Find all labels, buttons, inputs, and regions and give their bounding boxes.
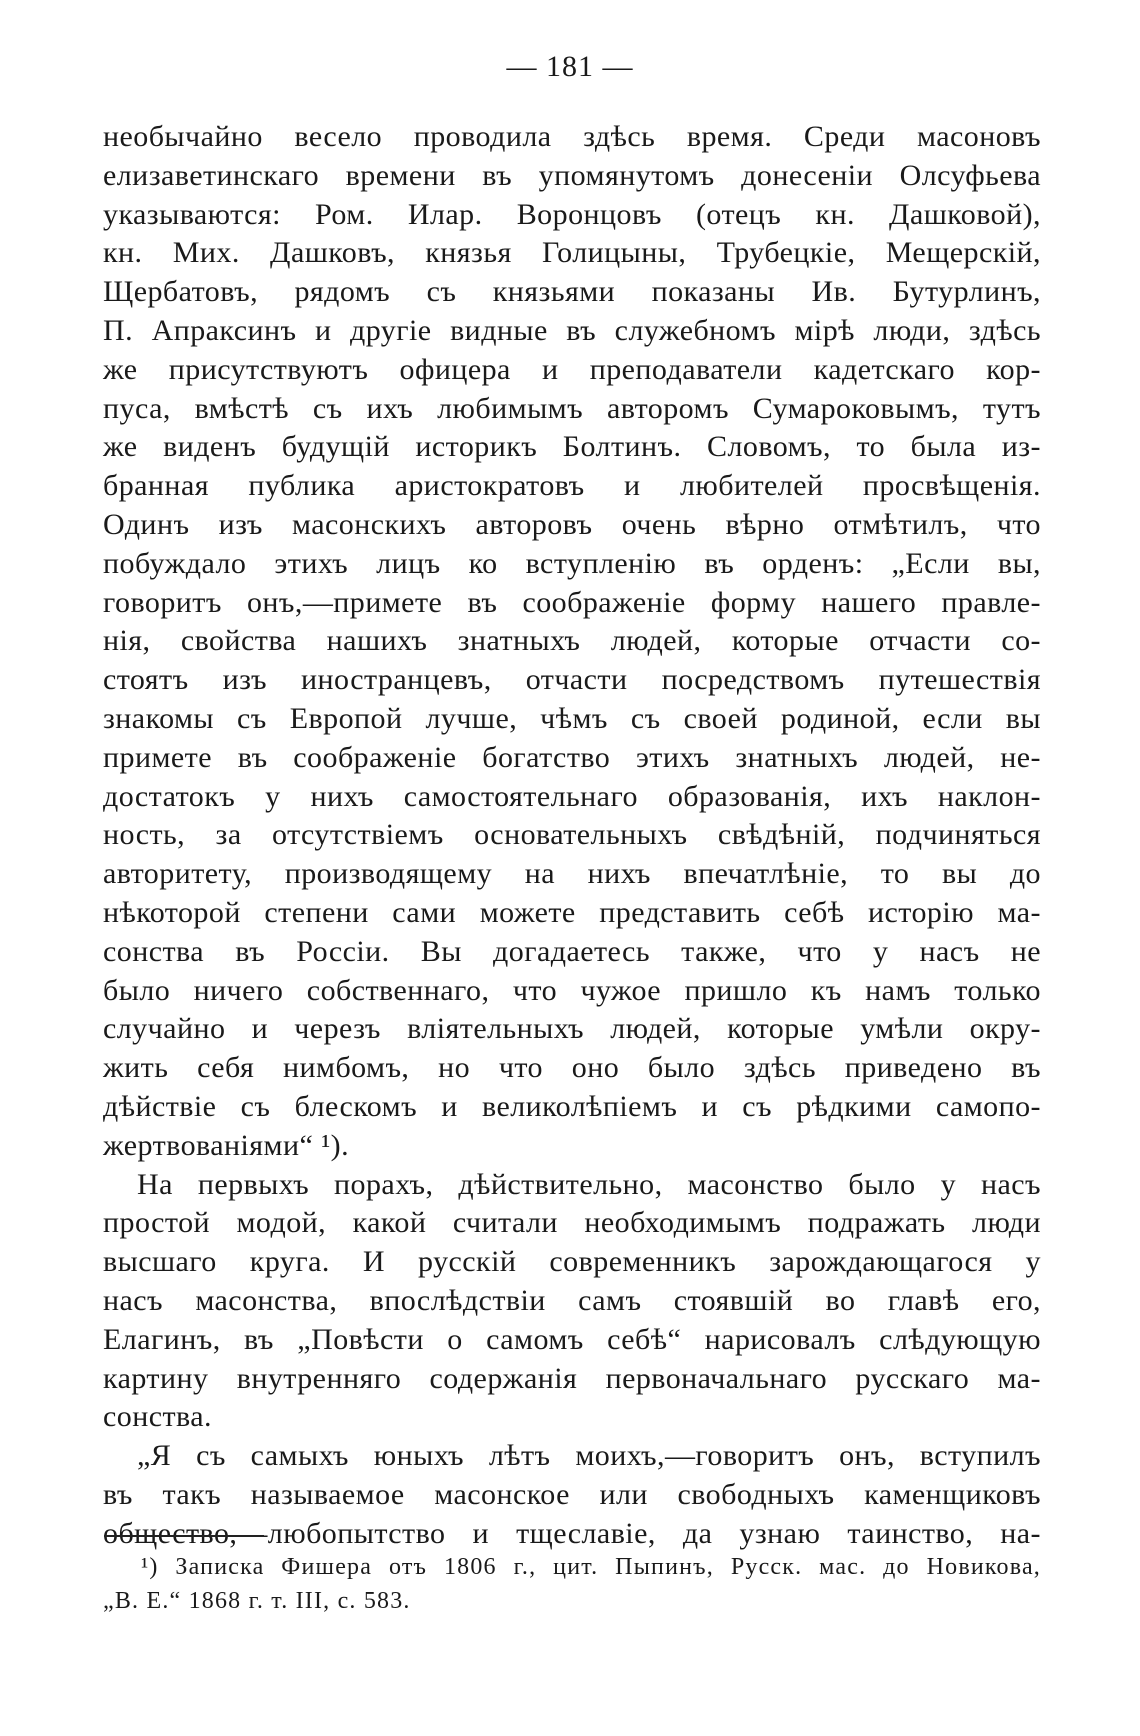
footnote-line: „В. Е.“ 1868 г. т. III, с. 583. [103, 1588, 411, 1614]
text-line: Щербатовъ, рядомъ съ князьями показаны Ив. Бутурлинъ, [103, 275, 1041, 309]
text-line: сонства въ Россіи. Вы догадаетесь также, что у насъ не [103, 934, 1041, 968]
text-line: сонства. [103, 1400, 212, 1434]
footnote-divider [104, 1535, 264, 1537]
text-line: необычайно весело проводила здѣсь время. Среди масоновъ [103, 120, 1041, 153]
text-line: картину внутренняго содержанія первоначальнаго русскаго ма- [103, 1361, 1041, 1395]
text-line: побуждало этихъ лицъ ко вступленію въ орденъ: „Если вы, [103, 546, 1041, 580]
text-line: стоятъ изъ иностранцевъ, отчасти посредствомъ путешествія [103, 663, 1041, 697]
text-line: ность, за отсутствіемъ основательныхъ свѣдѣній, подчиняться [103, 818, 1041, 852]
text-line: авторитету, производящему на нихъ впечатлѣніе, то вы до [103, 857, 1041, 891]
text-line: же виденъ будущій историкъ Болтинъ. Словомъ, то была из- [103, 430, 1041, 464]
text-line: примете въ соображеніе богатство этихъ знатныхъ людей, не- [103, 740, 1041, 774]
text-line: высшаго круга. И русскій современникъ зарождающагося у [103, 1245, 1041, 1279]
text-line: дѣйствіе съ блескомъ и великолѣпіемъ и съ рѣдкими самопо- [103, 1089, 1041, 1123]
text-line: достатокъ у нихъ самостоятельнаго образованія, ихъ наклон- [103, 779, 1041, 813]
text-line: было ничего собственнаго, что чужое пришло къ намъ только [103, 973, 1041, 1007]
footnote-line: ¹) Записка Фишера отъ 1806 г., цит. Пыпинъ, Русск. мас. до Новикова, [141, 1554, 1041, 1580]
text-line: На первыхъ порахъ, дѣйствительно, масонство было у насъ [137, 1167, 1041, 1201]
text-line: жертвованіями“ ¹). [103, 1128, 350, 1162]
body-text [103, 118, 1041, 1553]
text-line: елизаветинскаго времени въ упомянутомъ донесеніи Олсуфьева [103, 158, 1041, 192]
text-line: Елагинъ, въ „Повѣсти о самомъ себѣ“ нарисовалъ слѣдующую [103, 1322, 1041, 1356]
footnotes [103, 1550, 1041, 1618]
text-line: нія, свойства нашихъ знатныхъ людей, которые отчасти со- [103, 624, 1041, 658]
text-line: же присутствуютъ офицера и преподаватели кадетскаго кор- [103, 352, 1041, 386]
text-line: въ такъ называемое масонское или свободныхъ каменщиковъ [103, 1477, 1041, 1511]
text-line: П. Апраксинъ и другіе видные въ служебномъ мірѣ люди, здѣсь [103, 313, 1041, 347]
text-line: Одинъ изъ масонскихъ авторовъ очень вѣрно отмѣтилъ, что [103, 507, 1041, 541]
text-line: указываются: Ром. Илар. Воронцовъ (отецъ кн. Дашковой), [103, 197, 1041, 231]
text-line: говоритъ онъ,—примете въ соображеніе форму нашего правле- [103, 585, 1041, 619]
text-line: жить себя нимбомъ, но что оно было здѣсь приведено въ [103, 1051, 1041, 1085]
page-number: — 181 — [506, 50, 634, 83]
text-line: общество,—любопытство и тщеславіе, да узнаю таинство, на- [103, 1516, 1041, 1550]
text-line: бранная публика аристократовъ и любителей просвѣщенія. [103, 469, 1041, 503]
text-line: кн. Мих. Дашковъ, князья Голицыны, Трубецкіе, Мещерскій, [103, 236, 1041, 270]
text-line: простой модой, какой считали необходимымъ подражать люди [103, 1206, 1041, 1240]
text-line: нѣкоторой степени сами можете представить себѣ исторію ма- [103, 895, 1041, 929]
text-line: „Я съ самыхъ юныхъ лѣтъ моихъ,—говоритъ онъ, вступилъ [137, 1439, 1041, 1473]
text-line: насъ масонства, впослѣдствіи самъ стоявшій во главѣ его, [103, 1283, 1041, 1317]
text-line: знакомы съ Европой лучше, чѣмъ съ своей родиной, если вы [103, 701, 1041, 735]
text-line: случайно и черезъ вліятельныхъ людей, которые умѣли окру- [103, 1012, 1041, 1046]
text-line: пуса, вмѣстѣ съ ихъ любимымъ авторомъ Сумароковымъ, тутъ [103, 391, 1041, 425]
